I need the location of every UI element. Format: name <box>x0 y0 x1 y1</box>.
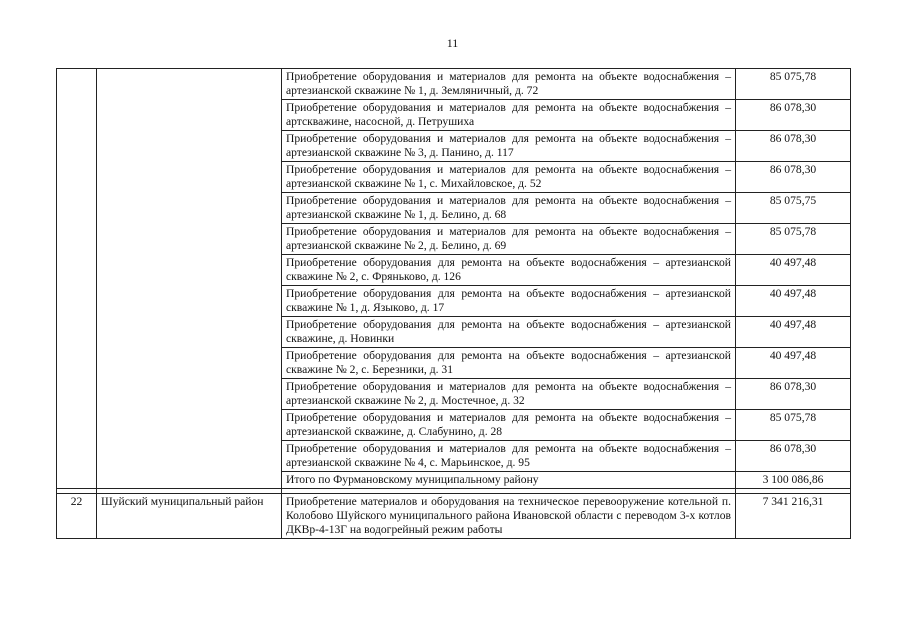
description-cell: Приобретение оборудования для ремонта на объекте водоснабжения – артезианской скважине № 1, д. Языково, д. 17 <box>282 286 736 317</box>
amount-cell: 85 075,78 <box>736 410 851 441</box>
amount-cell: 86 078,30 <box>736 162 851 193</box>
description-cell: Приобретение оборудования и материалов для ремонта на объекте водоснабжения – артезианской скважине № 1, д. Земляничный, д. 72 <box>282 69 736 100</box>
description-cell: Приобретение оборудования и материалов для ремонта на объекте водоснабжения – артезианской скважине № 1, д. Белино, д. 68 <box>282 193 736 224</box>
amount-cell: 85 075,75 <box>736 193 851 224</box>
amount-cell: 40 497,48 <box>736 348 851 379</box>
district-name: Шуйский муниципальный район <box>97 494 282 539</box>
amount-cell: 86 078,30 <box>736 100 851 131</box>
description-cell: Приобретение оборудования для ремонта на объекте водоснабжения – артезианской скважине, д. Новинки <box>282 317 736 348</box>
description-cell: Приобретение оборудования и материалов для ремонта на объекте водоснабжения – артезианской скважине № 3, д. Панино, д. 117 <box>282 131 736 162</box>
amount-cell: 86 078,30 <box>736 131 851 162</box>
subtotal-amount: 3 100 086,86 <box>736 472 851 489</box>
amount-cell: 85 075,78 <box>736 224 851 255</box>
amount-cell: 85 075,78 <box>736 69 851 100</box>
amount-cell: 40 497,48 <box>736 317 851 348</box>
number-cell <box>57 69 97 489</box>
amount-cell: 40 497,48 <box>736 286 851 317</box>
description-cell: Приобретение оборудования и материалов для ремонта на объекте водоснабжения – артскважине, насосной, д. Петрушиха <box>282 100 736 131</box>
amount-cell: 86 078,30 <box>736 441 851 472</box>
page-number: 11 <box>446 36 459 50</box>
amount-cell: 86 078,30 <box>736 379 851 410</box>
amount-cell: 7 341 216,31 <box>736 494 851 539</box>
subtotal-label: Итого по Фурмановскому муниципальному району <box>282 472 736 489</box>
description-cell: Приобретение оборудования и материалов для ремонта на объекте водоснабжения – артезианской скважине № 2, д. Мостечное, д. 32 <box>282 379 736 410</box>
description-cell: Приобретение оборудования и материалов для ремонта на объекте водоснабжения – артезианской скважине № 4, с. Марьинское, д. 95 <box>282 441 736 472</box>
entry-row <box>57 494 851 539</box>
amount-cell: 40 497,48 <box>736 255 851 286</box>
description-cell: Приобретение оборудования для ремонта на объекте водоснабжения – артезианской скважине № 2, с. Березники, д. 31 <box>282 348 736 379</box>
description-cell: Приобретение оборудования для ремонта на объекте водоснабжения – артезианской скважине № 2, с. Фряньково, д. 126 <box>282 255 736 286</box>
district-cell <box>97 69 282 489</box>
entry-number: 22 <box>57 494 97 539</box>
description-cell: Приобретение оборудования и материалов для ремонта на объекте водоснабжения – артезианской скважине, д. Слабунино, д. 28 <box>282 410 736 441</box>
description-cell: Приобретение оборудования и материалов для ремонта на объекте водоснабжения – артезианской скважине № 1, с. Михайловское, д. 52 <box>282 162 736 193</box>
description-cell: Приобретение оборудования и материалов для ремонта на объекте водоснабжения – артезианской скважине № 2, д. Белино, д. 69 <box>282 224 736 255</box>
table-row <box>57 69 851 100</box>
description-cell: Приобретение материалов и оборудования на техническое перевооружение котельной п. Колобово Шуйского муниципального района Ивановской области с переводом 3-х котлов ДКВр-4-13Г на водогрейный режим работы <box>282 494 736 539</box>
funding-table <box>56 68 851 539</box>
